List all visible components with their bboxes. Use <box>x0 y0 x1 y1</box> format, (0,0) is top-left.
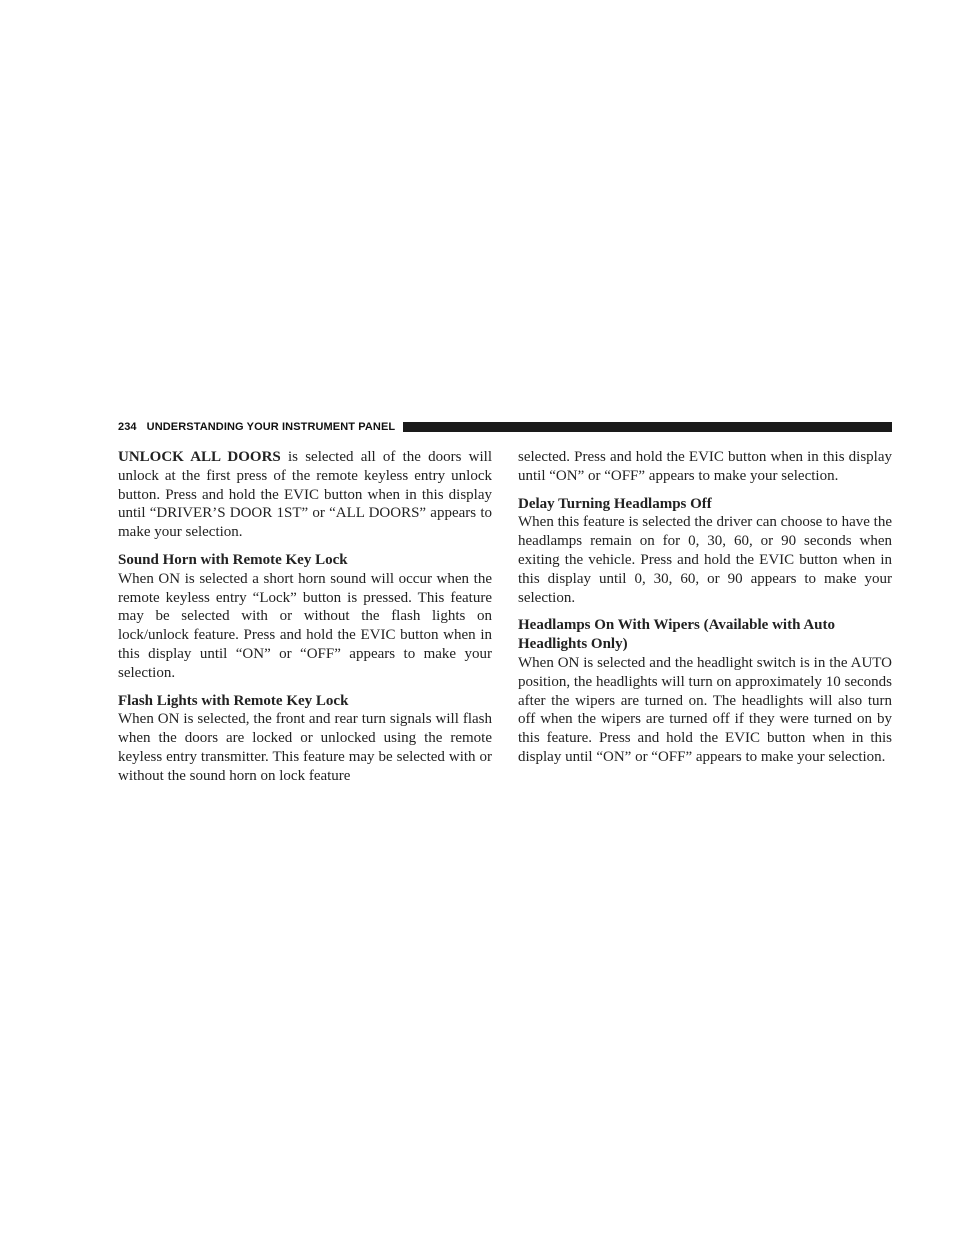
delay-headlamps-heading: Delay Turning Headlamps Off <box>518 495 712 512</box>
flash-lights-heading: Flash Lights with Remote Key Lock <box>118 692 349 709</box>
unlock-all-doors-text: is selected all of the doors will unlock at the first press of the remote keyless entry unlock button. Press and hold the EVIC button when in this display until “DRIVER’S DOOR 1ST” or “ALL DOORS” appears to make your selection. <box>118 449 492 541</box>
sound-horn-heading: Sound Horn with Remote Key Lock <box>118 551 348 568</box>
right-column <box>518 448 892 767</box>
page-header <box>118 420 892 434</box>
header-label <box>118 421 395 433</box>
header-rule <box>403 422 892 432</box>
unlock-all-doors-lead: UNLOCK ALL DOORS <box>118 449 281 465</box>
section-title: UNDERSTANDING YOUR INSTRUMENT PANEL <box>146 421 396 433</box>
headlamps-wipers-paragraph: When ON is selected and the headlight switch is in the AUTO position, the headlights will turn on approximately 10 seconds after the wipers are turned on. The headlights will also turn off when the wipers are turned off if they were turned on by this feature. Press and hold the EVIC button when in this display until “ON” or “OFF” appears to make your selection. <box>518 654 892 765</box>
flash-lights-paragraph: When ON is selected, the front and rear turn signals will flash when the doors are locked or unlocked using the remote keyless entry transmitter. This feature may be selected with or without the sound horn on lock feature <box>118 711 492 784</box>
unlock-all-doors-paragraph <box>118 448 492 542</box>
delay-headlamps-paragraph: When this feature is selected the driver can choose to have the headlamps remain on for 0, 30, 60, or 90 seconds when exiting the vehicle. Press and hold the EVIC button when in this display until 0, 30, 60, or 90 appears to make your selection. <box>518 514 892 606</box>
sound-horn-paragraph: When ON is selected a short horn sound will occur when the remote keyless entry “Lock” button is pressed. This feature may be selected with or without the flash lights on lock/unlock feature. Press and hold the EVIC button when in this display until “ON” or “OFF” appears to make your selection. <box>118 570 492 681</box>
headlamps-wipers-heading: Headlamps On With Wipers (Available with Auto Headlights Only) <box>518 617 835 653</box>
page-number: 234 <box>118 421 137 433</box>
flash-lights-continued: selected. Press and hold the EVIC button when in this display until “ON” or “OFF” appears to make your selection. <box>518 449 892 484</box>
left-column <box>118 448 492 786</box>
